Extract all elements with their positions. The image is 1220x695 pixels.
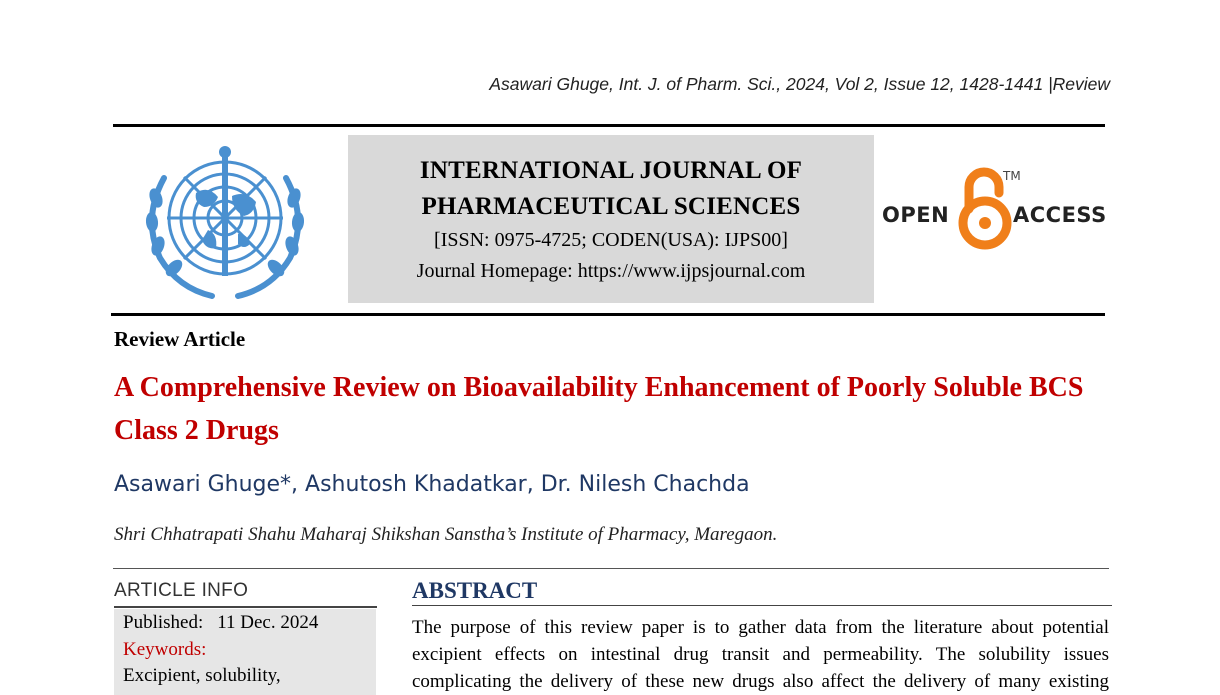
author-list: Asawari Ghuge*, Ashutosh Khadatkar, Dr. Nilesh Chachda bbox=[114, 472, 750, 497]
article-info-box bbox=[114, 609, 376, 695]
keywords-value: Excipient, solubility, bbox=[123, 665, 281, 686]
abstract-line: The purpose of this review paper is to gather data from the literature about potential bbox=[412, 617, 1109, 638]
abstract-text bbox=[412, 614, 1109, 695]
masthead-bottom-rule bbox=[111, 313, 1105, 316]
journal-emblem-logo bbox=[126, 138, 324, 306]
published-line bbox=[123, 612, 318, 634]
abstract-heading: ABSTRACT bbox=[412, 578, 538, 603]
journal-title-line2: PHARMACEUTICAL SCIENCES bbox=[421, 193, 801, 220]
journal-homepage: Journal Homepage: https://www.ijpsjournal.com bbox=[416, 260, 806, 282]
section-divider bbox=[113, 568, 1109, 569]
open-access-open-text: OPEN bbox=[882, 203, 950, 227]
open-access-logo bbox=[880, 165, 1110, 255]
article-info-heading: ARTICLE INFO bbox=[114, 580, 249, 601]
article-type: Review Article bbox=[114, 327, 246, 351]
abstract-rule bbox=[412, 605, 1112, 606]
article-info-rule bbox=[114, 606, 377, 608]
journal-issn: [ISSN: 0975-4725; CODEN(USA): IJPS00] bbox=[434, 229, 788, 251]
journal-masthead bbox=[348, 135, 874, 303]
open-access-access-text: ACCESS bbox=[1013, 203, 1107, 227]
published-date: 11 Dec. 2024 bbox=[217, 612, 319, 633]
running-head: Asawari Ghuge, Int. J. of Pharm. Sci., 2024, Vol 2, Issue 12, 1428-1441 |Review bbox=[489, 74, 1110, 94]
author-affiliation: Shri Chhatrapati Shahu Maharaj Shikshan Sanstha’s Institute of Pharmacy, Maregaon. bbox=[114, 524, 778, 545]
keywords-label: Keywords: bbox=[123, 639, 207, 660]
article-title: A Comprehensive Review on Bioavailability Enhancement of Poorly Soluble BCS Class 2 Drugs bbox=[114, 372, 1084, 446]
open-access-trademark: TM bbox=[1003, 169, 1021, 183]
abstract-line: complicating the delivery of these new drugs also affect the delivery of many existing bbox=[412, 671, 1109, 692]
journal-title-line1: INTERNATIONAL JOURNAL OF bbox=[419, 157, 803, 184]
masthead-top-rule bbox=[113, 124, 1105, 127]
abstract-line: excipient effects on intestinal drug transit and permeability. The solubility issues bbox=[412, 644, 1109, 665]
journal-title bbox=[348, 153, 874, 225]
published-label: Published: bbox=[123, 612, 204, 633]
